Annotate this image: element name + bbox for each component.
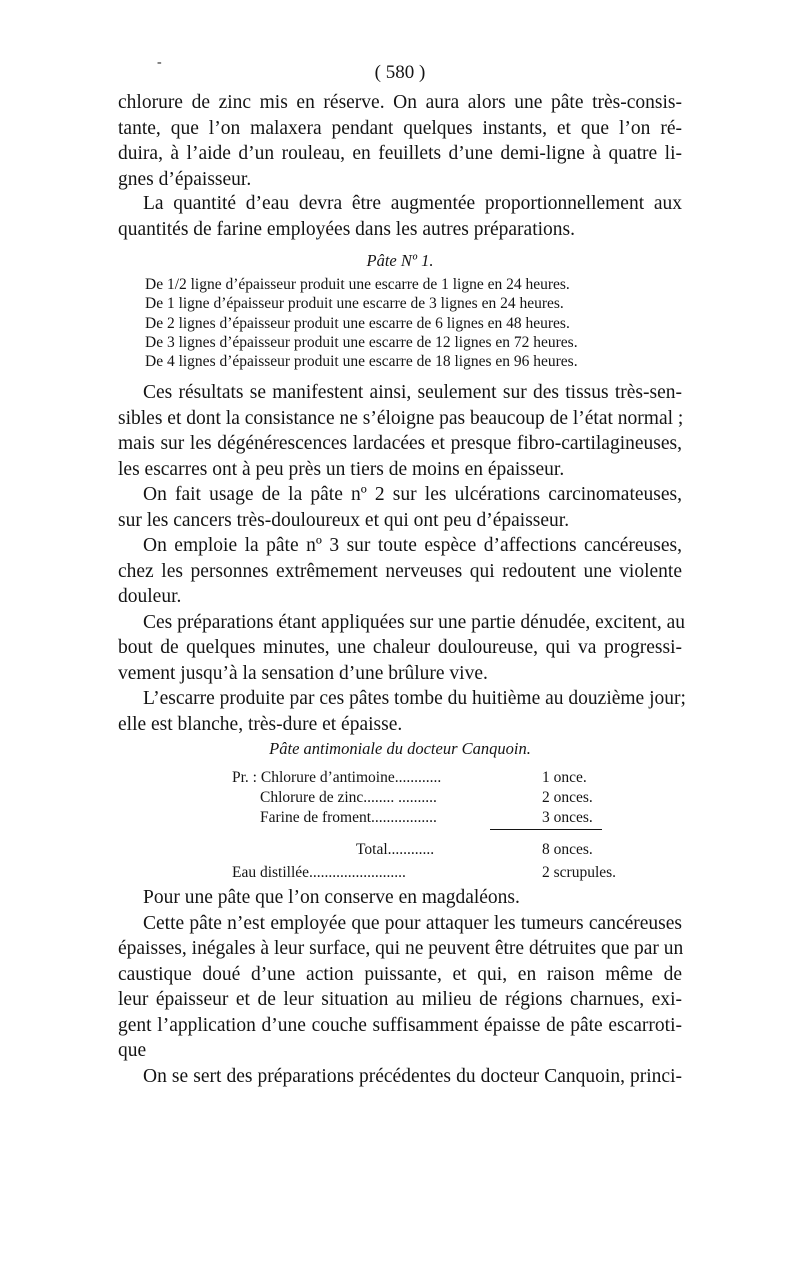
text-line: Ces préparations étant appliquées sur une partie dénudée, excitent, au — [143, 611, 686, 633]
ink-speck: - — [157, 55, 162, 70]
text-line: quantités de farine employées dans les autres préparations. — [118, 218, 576, 240]
table-row: De 3 lignes d’épaisseur produit une escarre de 12 lignes en 72 heures. — [145, 333, 578, 351]
text-line: douleur. — [118, 586, 182, 607]
recipe-row — [232, 768, 612, 788]
recipe-list — [232, 768, 612, 828]
recipe-ingredient: Pr. : Chlorure d’antimoine............ — [232, 769, 442, 786]
recipe-quantity: 2 onces. — [542, 789, 593, 806]
text-line: tante, que l’on malaxera pendant quelques instants, et que l’on ré- — [118, 117, 682, 139]
text-line: épaisses, inégales à leur surface, qui ne peuvent être détruites que par un — [118, 938, 684, 959]
paragraph-water — [118, 191, 682, 242]
total-label: Total............ — [356, 841, 435, 858]
water-row — [232, 863, 617, 883]
text-line: gnes d’épaisseur. — [118, 168, 252, 190]
text-line: chlorure de zinc mis en réserve. On aura alors une pâte très-consis- — [118, 92, 682, 113]
text-line: On emploie la pâte nº 3 sur toute espèce d’affections cancéreuses, — [143, 535, 682, 556]
heading-pate-1: Pâte Nº 1. — [366, 251, 434, 270]
recipe-row — [232, 788, 612, 808]
text-line: On fait usage de la pâte nº 2 sur les ulcérations carcinomateuses, — [143, 484, 682, 505]
paragraph-usage — [118, 885, 682, 1089]
table-row: De 4 lignes d’épaisseur produit une escarre de 18 lignes en 96 heures. — [145, 353, 578, 371]
text-line: duira, à l’aide d’un rouleau, en feuillets d’une demi-ligne à quatre li- — [118, 143, 682, 164]
recipe-ingredient: Chlorure de zinc........ .......... — [260, 789, 437, 806]
recipe-row — [232, 808, 612, 828]
text-line: sur les cancers très-douloureux et qui ont peu d’épaisseur. — [118, 509, 570, 531]
text-line: L’escarre produite par ces pâtes tombe du huitième au douzième jour; — [143, 688, 686, 709]
paragraph-intro — [118, 90, 682, 192]
total-rule — [490, 829, 602, 830]
text-line: sibles et dont la consistance ne s’éloigne pas beaucoup de l’état normal ; — [118, 407, 684, 429]
table-row: De 1 ligne d’épaisseur produit une escarre de 3 lignes en 24 heures. — [145, 295, 564, 313]
text-line: chez les personnes extrêmement nerveuses qui redoutent une violente — [118, 560, 682, 582]
text-line: leur épaisseur et de leur situation au milieu de régions charnues, exi- — [118, 989, 682, 1010]
text-line: bout de quelques minutes, une chaleur douloureuse, qui va progressi- — [118, 637, 682, 658]
text-line: que — [118, 1040, 147, 1061]
text-line: les escarres ont à peu près un tiers de moins en épaisseur. — [118, 458, 565, 480]
recipe-quantity: 3 onces. — [542, 809, 593, 826]
table-row: De 1/2 ligne d’épaisseur produit une escarre de 1 ligne en 24 heures. — [145, 276, 570, 293]
water-label: Eau distillée......................... — [232, 864, 406, 881]
recipe-ingredient: Farine de froment................. — [260, 809, 437, 826]
text-line: Cette pâte n’est employée que pour attaquer les tumeurs cancéreuses — [143, 912, 682, 934]
text-line: Ces résultats se manifestent ainsi, seulement sur des tissus très-sen- — [143, 382, 682, 403]
text-line: elle est blanche, très-dure et épaisse. — [118, 713, 403, 735]
recipe-quantity: 1 once. — [542, 769, 587, 786]
thickness-table — [145, 275, 645, 371]
page-number: ( 580 ) — [374, 62, 426, 83]
recipe-totals — [232, 840, 617, 883]
heading-antimony-paste: Pâte antimoniale du docteur Canquoin. — [269, 739, 531, 758]
table-row: De 2 lignes d’épaisseur produit une escarre de 6 lignes en 48 heures. — [145, 314, 570, 332]
text-line: mais sur les dégénérescences lardacées et presque fibro-cartilagineuses, — [118, 433, 682, 454]
text-line: Pour une pâte que l’on conserve en magdaléons. — [143, 887, 520, 908]
text-line: vement jusqu’à la sensation d’une brûlure vive. — [118, 662, 488, 684]
text-line: On se sert des préparations précédentes du docteur Canquoin, princi- — [143, 1065, 682, 1087]
total-row — [232, 840, 612, 860]
paragraph-results — [118, 380, 686, 737]
water-value: 2 scrupules. — [542, 864, 617, 881]
total-value: 8 onces. — [542, 841, 593, 858]
text-line: gent l’application d’une couche suffisamment épaisse de pâte escarroti- — [118, 1014, 682, 1036]
text-line: La quantité d’eau devra être augmentée proportionnellement aux — [143, 193, 682, 214]
text-line: caustique doué d’une action puissante, et qui, en raison même de — [118, 963, 682, 985]
